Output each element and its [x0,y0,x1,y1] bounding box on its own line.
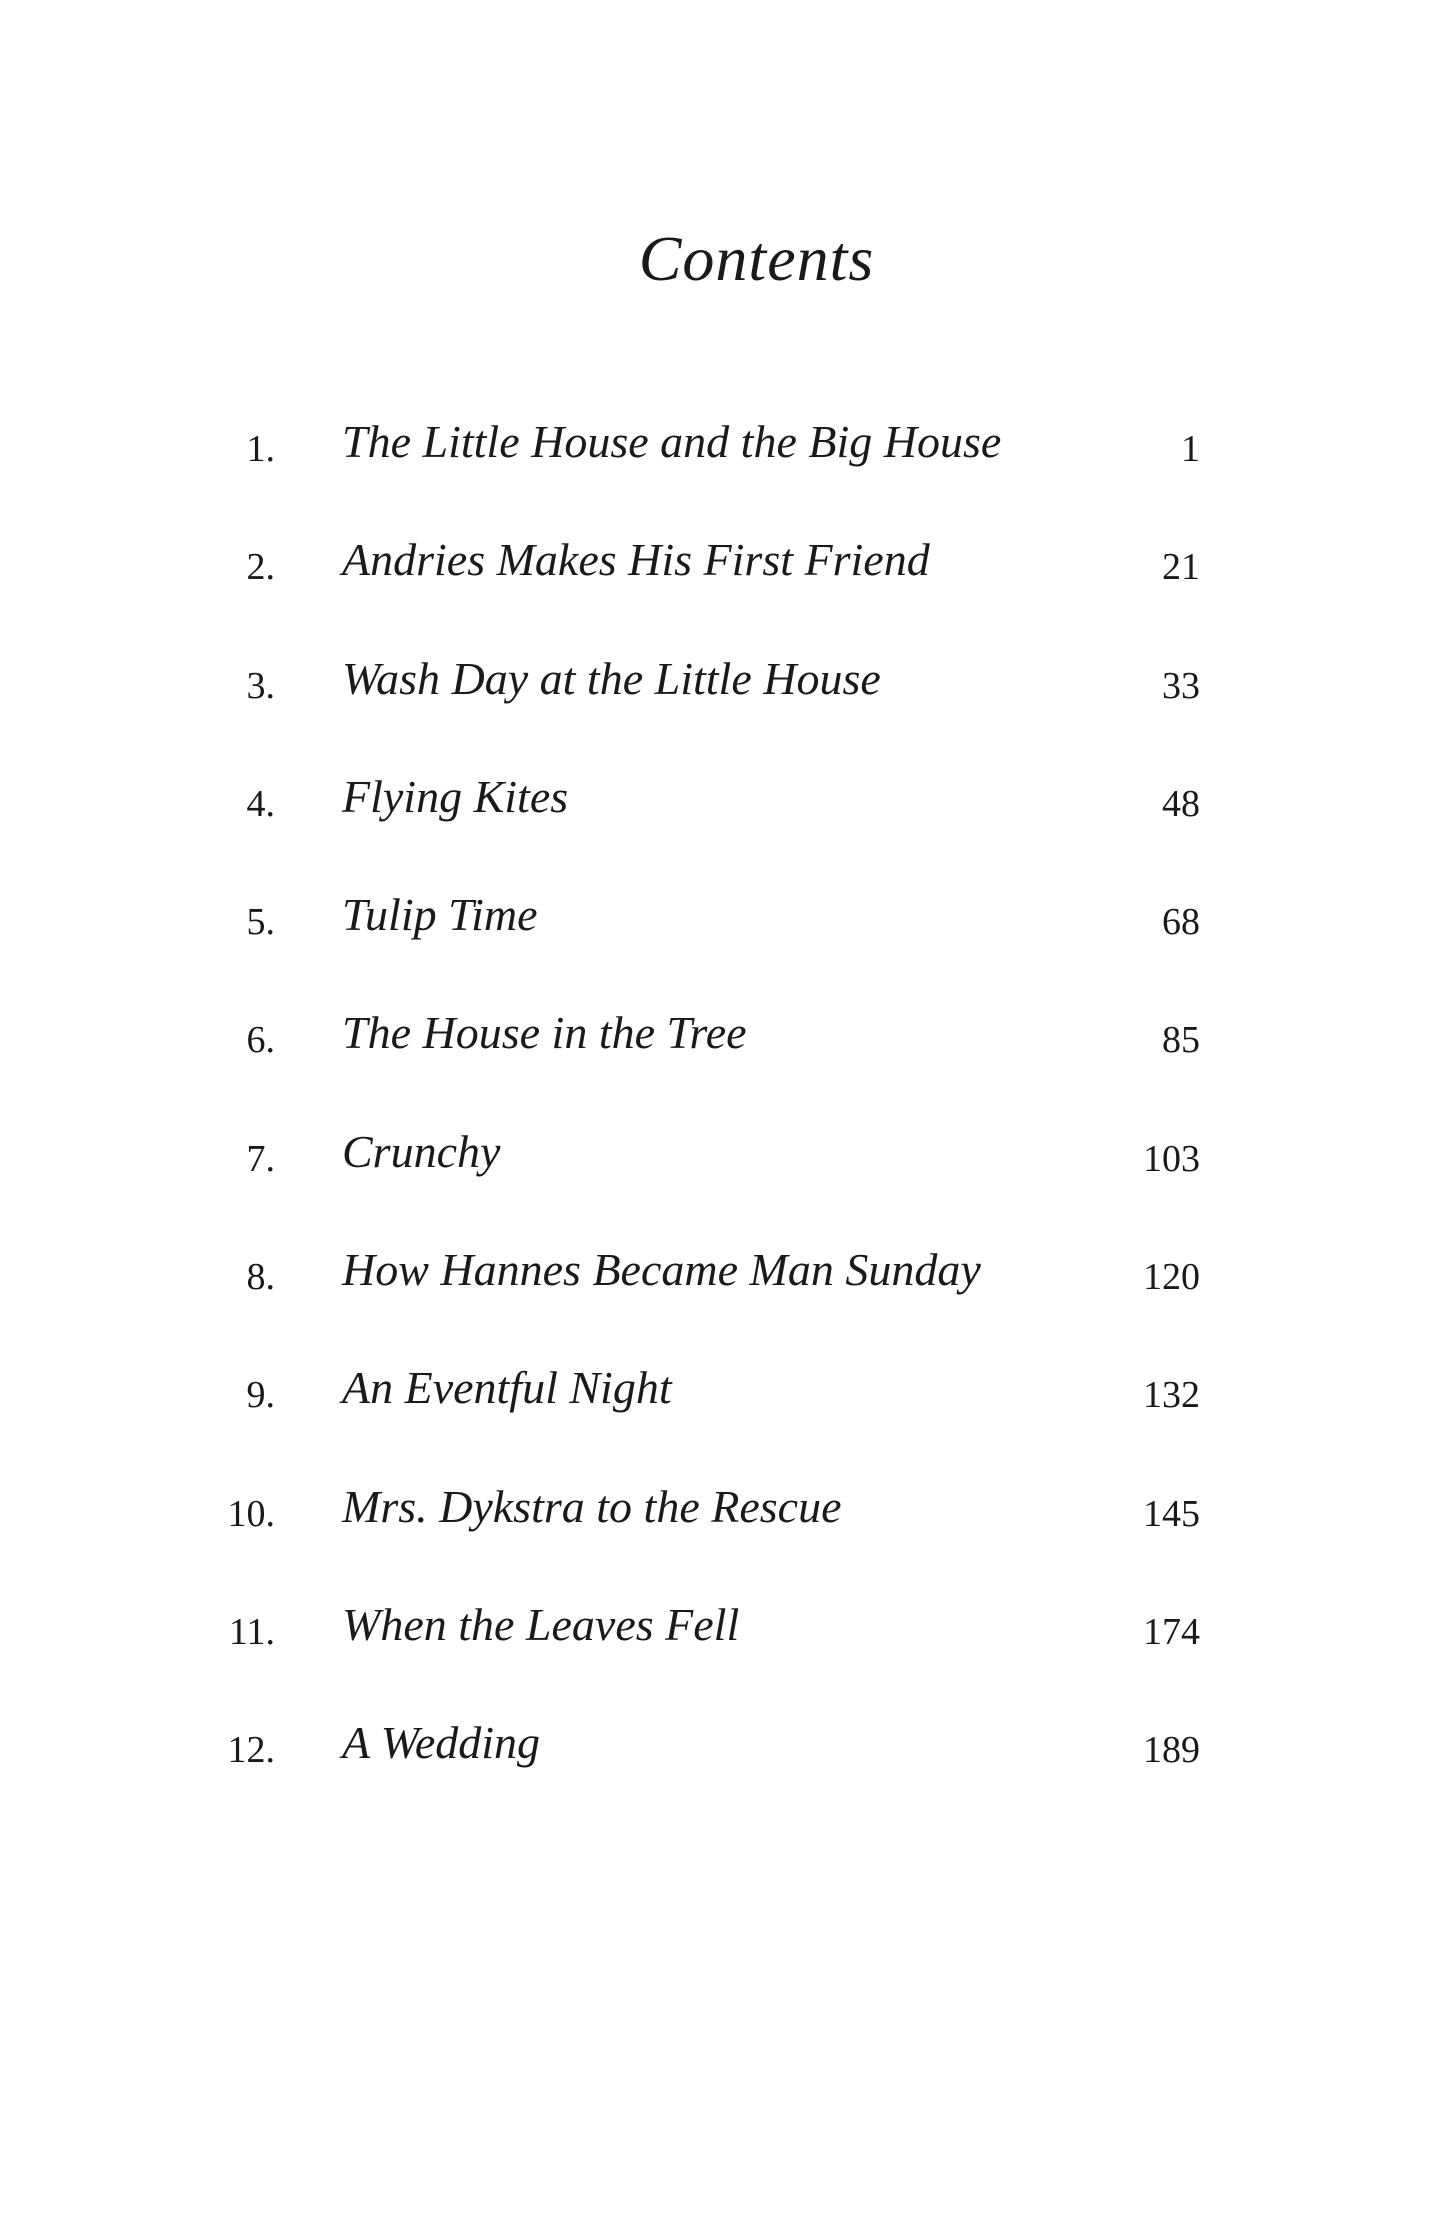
chapter-number: 3. [246,664,275,707]
toc-entry-12[interactable] [0,1706,1445,1824]
chapter-number: 5. [246,901,275,944]
chapter-title: Crunchy [342,1125,501,1177]
toc-entry-6[interactable] [0,996,1445,1114]
chapter-title: When the Leaves Fell [342,1598,740,1650]
toc-entry-9[interactable] [0,1351,1445,1469]
chapter-page: 145 [1143,1492,1200,1535]
chapter-page: 48 [1162,782,1200,825]
chapter-title: Tulip Time [342,889,538,941]
toc-entry-5[interactable] [0,878,1445,996]
table-of-contents [0,405,1445,1825]
chapter-number: 10. [227,1492,275,1535]
chapter-title: Andries Makes His First Friend [342,534,930,586]
chapter-title: Mrs. Dykstra to the Rescue [342,1480,842,1532]
chapter-number: 1. [246,428,275,470]
chapter-page: 33 [1162,664,1200,707]
chapter-page: 21 [1162,546,1200,589]
chapter-page: 103 [1143,1137,1200,1180]
toc-entry-2[interactable] [0,523,1445,641]
chapter-title: An Eventful Night [342,1362,672,1414]
toc-entry-11[interactable] [0,1588,1445,1706]
chapter-page: 132 [1143,1374,1200,1417]
chapter-page: 68 [1162,901,1200,944]
page-title: Contents [638,223,875,294]
chapter-number: 6. [246,1019,275,1062]
chapter-title: The House in the Tree [342,1007,747,1059]
chapter-title: The Little House and the Big House [342,416,1002,467]
chapter-page: 85 [1162,1019,1200,1062]
toc-entry-3[interactable] [0,642,1445,760]
chapter-number: 2. [246,546,275,589]
chapter-number: 11. [228,1610,275,1653]
chapter-title: Flying Kites [342,770,569,822]
chapter-number: 7. [246,1137,275,1180]
toc-entry-7[interactable] [0,1115,1445,1233]
toc-entry-10[interactable] [0,1470,1445,1588]
chapter-number: 12. [227,1729,275,1772]
chapter-number: 4. [246,782,275,825]
chapter-title: A Wedding [342,1717,541,1769]
toc-entry-1[interactable] [0,405,1445,523]
chapter-page: 120 [1143,1256,1200,1299]
chapter-number: 9. [246,1374,275,1417]
toc-entry-8[interactable] [0,1233,1445,1351]
chapter-page: 174 [1143,1610,1200,1653]
chapter-page: 1 [1181,428,1200,470]
chapter-title: How Hannes Became Man Sunday [342,1244,981,1296]
toc-entry-4[interactable] [0,760,1445,878]
chapter-page: 189 [1143,1729,1200,1772]
chapter-number: 8. [246,1256,275,1299]
chapter-title: Wash Day at the Little House [342,652,881,704]
